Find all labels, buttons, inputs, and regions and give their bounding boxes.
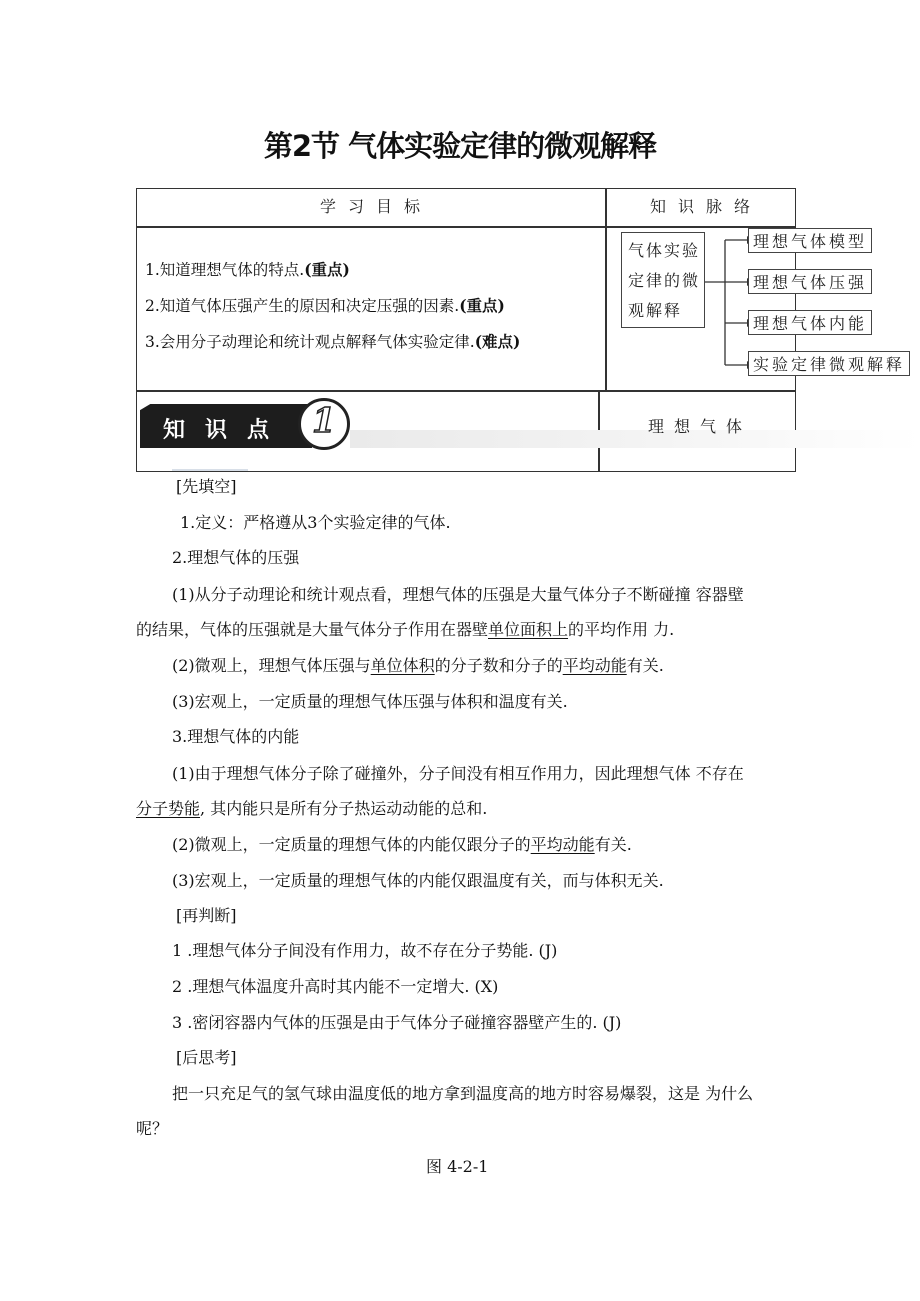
- energy-3: (3)宏观上，一定质量的理想气体的内能仅跟温度有关，而与体积无关.: [172, 871, 664, 890]
- think-question-a: 把一只充足气的氢气球由温度低的地方拿到温度高的地方时容易爆裂，这是 为什么: [172, 1084, 754, 1103]
- banner-label: 知识点: [163, 418, 290, 443]
- energy-2: (2)微观上，一定质量的理想气体的内能仅跟分子的平均动能有关.: [172, 835, 632, 854]
- pressure-3: (3)宏观上，一定质量的理想气体压强与体积和温度有关.: [172, 692, 568, 711]
- judge-1: 1 .理想气体分子间没有作用力，故不存在分子势能. (J): [172, 941, 558, 960]
- table-row-divider: [136, 390, 796, 392]
- banner-stripe: [350, 430, 920, 448]
- energy-1a: (1)由于理想气体分子除了碰撞外，分子间没有相互作用力，因此理想气体 不存在: [172, 764, 744, 783]
- section-energy: 3.理想气体的内能: [172, 727, 300, 746]
- section-pressure: 2.理想气体的压强: [172, 548, 300, 567]
- page-title: 第2节 气体实验定律的微观解释: [263, 129, 657, 163]
- table-header-divider: [136, 226, 796, 228]
- header-goals: 学习目标: [320, 197, 433, 216]
- fill-label: [先填空]: [176, 477, 237, 496]
- map-item-4: 实验定律微观解释: [748, 351, 910, 376]
- goal-2: 2.知道气体压强产生的原因和决定压强的因素.(重点): [145, 296, 505, 315]
- map-source-box: 气体实验 定律的微 观解释: [621, 232, 705, 328]
- pressure-2: (2)微观上，理想气体压强与单位体积的分子数和分子的平均动能有关.: [172, 656, 664, 675]
- figure-caption: 图 4-2-1: [426, 1157, 489, 1176]
- definition: 1.定义：严格遵从3个实验定律的气体.: [180, 513, 451, 532]
- pressure-1b: 的结果，气体的压强就是大量气体分子作用在器壁单位面积上的平均作用 力.: [136, 620, 675, 639]
- goal-1: 1.知道理想气体的特点.(重点): [145, 260, 350, 279]
- map-item-3: 理想气体内能: [748, 310, 872, 335]
- header-map: 知识脉络: [650, 197, 763, 216]
- decorative-line: [172, 469, 248, 471]
- table-col-divider: [605, 188, 607, 390]
- banner-number: 1: [312, 401, 336, 441]
- think-question-b: 呢？: [136, 1119, 169, 1138]
- judge-label: [再判断]: [176, 906, 237, 925]
- judge-3: 3 .密闭容器内气体的压强是由于气体分子碰撞容器壁产生的. (J): [172, 1013, 622, 1032]
- map-item-2: 理想气体压强: [748, 269, 872, 294]
- knowledge-point-title: 理想气体: [648, 417, 753, 436]
- energy-1b: 分子势能, 其内能只是所有分子热运动动能的总和.: [136, 799, 488, 818]
- goal-3: 3.会用分子动理论和统计观点解释气体实验定律.(难点): [145, 332, 521, 351]
- map-item-1: 理想气体模型: [748, 228, 872, 253]
- think-label: [后思考]: [176, 1048, 237, 1067]
- judge-2: 2 .理想气体温度升高时其内能不一定增大. (X): [172, 977, 499, 996]
- pressure-1a: (1)从分子动理论和统计观点看，理想气体的压强是大量气体分子不断碰撞 容器壁: [172, 585, 744, 604]
